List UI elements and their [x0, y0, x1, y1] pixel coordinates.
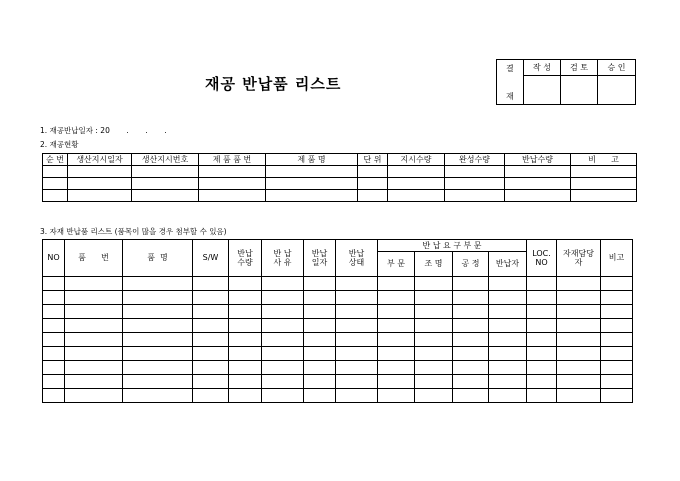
- status-header-product-no: 제 품 품 번: [199, 154, 266, 166]
- material-header-dept: 부 문: [378, 252, 415, 277]
- table-row: [43, 190, 637, 202]
- section1-label: 1. 재공반납일자 : 20: [40, 126, 110, 135]
- material-return-table: [42, 239, 633, 403]
- approval-side-bottom: 재: [506, 92, 514, 101]
- approval-sign-review[interactable]: [561, 76, 598, 105]
- material-header-remarks: 비고: [601, 240, 633, 277]
- table-row: [43, 375, 633, 389]
- table-row: [43, 319, 633, 333]
- document-title: 재공 반납품 리스트: [205, 75, 342, 93]
- approval-col-author: 작 성: [524, 60, 561, 76]
- section1-line: [40, 125, 167, 136]
- material-header-returner: 반납자: [489, 252, 527, 277]
- status-header-order-no: 생산지시번호: [132, 154, 199, 166]
- status-header-order-date: 생산지시일자: [68, 154, 132, 166]
- table-row: [43, 166, 637, 178]
- section1-date-dots: . . .: [126, 126, 167, 135]
- material-header-manager: 자재담당 자: [557, 240, 601, 277]
- table-row: [43, 333, 633, 347]
- table-row: [43, 347, 633, 361]
- material-header-no: NO: [43, 240, 65, 277]
- material-header-process: 공 정: [453, 252, 489, 277]
- material-header-return-state: 반납 상태: [336, 240, 378, 277]
- status-header-remarks: 비 고: [571, 154, 637, 166]
- table-row: [43, 305, 633, 319]
- table-row: [43, 178, 637, 190]
- material-header-row-1: [43, 240, 633, 252]
- material-header-sw: S/W: [193, 240, 229, 277]
- status-header-return-qty: 반납수량: [505, 154, 571, 166]
- material-header-return-date: 반납 일자: [304, 240, 336, 277]
- section2-label: 2. 재공현황: [40, 140, 79, 149]
- material-header-part-name: 품 명: [123, 240, 193, 277]
- table-row: [43, 291, 633, 305]
- material-header-return-qty: 반납 수량: [229, 240, 262, 277]
- section3-label: 3. 자재 반납품 리스트 (품목이 많을 경우 첨부할 수 있음): [40, 227, 227, 236]
- table-row: [43, 361, 633, 375]
- approval-col-review: 검 토: [561, 60, 598, 76]
- status-header-done-qty: 완성수량: [445, 154, 505, 166]
- material-header-team: 조 명: [415, 252, 453, 277]
- status-header-product-name: 제 품 명: [266, 154, 358, 166]
- status-header-seq: 순 번: [43, 154, 68, 166]
- material-header-loc: LOC. NO: [527, 240, 557, 277]
- status-header-order-qty: 지시수량: [388, 154, 445, 166]
- approval-side-label: [497, 60, 524, 105]
- approval-box: [496, 59, 636, 105]
- material-header-part-no: 품 번: [65, 240, 123, 277]
- approval-side-top: 결: [506, 64, 514, 73]
- status-header-row: [43, 154, 637, 166]
- status-header-unit: 단 위: [358, 154, 388, 166]
- approval-sign-author[interactable]: [524, 76, 561, 105]
- status-table: [42, 153, 637, 202]
- material-header-request-group: 반 납 요 구 부 문: [378, 240, 527, 252]
- approval-col-approve: 승 인: [598, 60, 636, 76]
- approval-sign-approve[interactable]: [598, 76, 636, 105]
- material-header-return-reason: 반 납 사 유: [262, 240, 304, 277]
- table-row: [43, 277, 633, 291]
- table-row: [43, 389, 633, 403]
